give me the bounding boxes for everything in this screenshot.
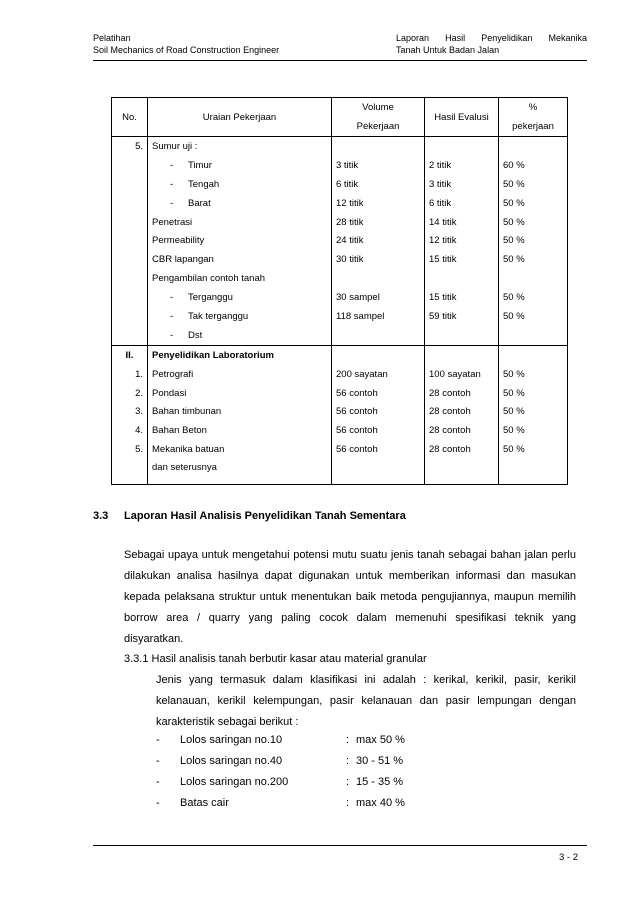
criteria-label: Batas cair [180,797,229,809]
cell-persen [499,459,568,485]
cell-uraian [148,345,332,364]
criteria-colon: : [346,797,350,809]
uraian-text: Terganggu [188,292,233,304]
col-header-volume [332,98,425,137]
table-row [112,250,568,269]
table-row [112,175,568,194]
cell-no [112,288,148,307]
header-course-label: Pelatihan [93,33,131,43]
footer-divider [93,845,587,846]
cell-persen: 50 % [499,231,568,250]
cell-volume: 56 contoh [332,402,425,421]
cell-hasil: 59 titik [425,307,499,326]
col-header-no: No. [112,98,148,137]
table-row [112,213,568,232]
cell-volume: 56 contoh [332,384,425,403]
cell-volume [332,345,425,364]
cell-no: 5. [112,440,148,459]
cell-persen: 50 % [499,440,568,459]
cell-hasil [425,269,499,288]
cell-uraian [148,194,332,213]
cell-no: 3. [112,402,148,421]
section-paragraph [124,545,576,650]
section-number: 3.3 [93,510,109,522]
cell-hasil: 14 titik [425,213,499,232]
cell-persen [499,326,568,345]
cell-uraian [148,307,332,326]
uraian-text: Mekanika batuan [152,444,225,456]
cell-no: 5. [112,137,148,156]
header-report-title-line2: Tanah Untuk Badan Jalan [396,45,500,55]
cell-persen: 50 % [499,213,568,232]
cell-hasil: 3 titik [425,175,499,194]
uraian-text: Tengah [188,178,220,190]
cell-persen: 50 % [499,250,568,269]
cell-no [112,213,148,232]
criteria-label: Lolos saringan no.200 [180,776,289,788]
cell-volume: 56 contoh [332,440,425,459]
work-progress-table [111,97,568,485]
uraian-text: Sumur uji : [152,140,198,152]
criteria-item [156,797,405,818]
criteria-colon: : [346,776,350,788]
col-header-persen-line1: % [528,102,538,113]
header-report-title-line1 [396,32,587,44]
criteria-value: 30 - 51 % [356,755,404,767]
uraian-text: Dst [188,329,203,341]
table-row [112,137,568,156]
uraian-text: Bahan Beton [152,425,207,437]
table-row [112,345,568,364]
uraian-text: Penetrasi [152,216,193,228]
cell-persen: 50 % [499,384,568,403]
criteria-dash: - [156,776,160,788]
uraian-text: Pondasi [152,387,187,399]
cell-persen: 50 % [499,175,568,194]
cell-hasil: 15 titik [425,250,499,269]
criteria-dash: - [156,755,160,767]
dash-marker: - [170,197,174,209]
cell-persen: 50 % [499,365,568,384]
table-row [112,384,568,403]
cell-persen: 50 % [499,307,568,326]
uraian-text: Bahan timbunan [152,406,222,418]
cell-uraian [148,250,332,269]
cell-uraian [148,402,332,421]
criteria-dash: - [156,734,160,746]
criteria-item [156,734,405,755]
cell-no [112,231,148,250]
cell-hasil: 28 contoh [425,440,499,459]
dash-marker: - [170,292,174,304]
subsection-heading: 3.3.1 Hasil analisis tanah berbutir kasar atau material granular [124,653,427,665]
section-title: Laporan Hasil Analisis Penyelidikan Tanah Sementara [124,510,406,522]
cell-no [112,156,148,175]
uraian-text: Penyelidikan Laboratorium [152,349,274,361]
uraian-text: Timur [188,159,212,171]
uraian-text: Tak terganggu [188,310,249,322]
cell-volume: 30 sampel [332,288,425,307]
cell-uraian [148,213,332,232]
cell-hasil [425,137,499,156]
cell-hasil: 6 titik [425,194,499,213]
cell-persen [499,269,568,288]
paragraph-text: Sebagai upaya untuk mengetahui potensi mutu suatu jenis tanah sebagai bahan jalan perlu dilakukan analisa hasilnya dapat digunakan untuk memberikan informasi dan masukan kepada pelaksana struktur untuk menentukan baik metoda pengujiannya, maupun memilih borrow area / quarry yang paling cocok dalam memenuhi spesifikasi teknik yang disyaratkan. [124,549,576,645]
header-word: Hasil [445,33,466,43]
criteria-list [156,734,405,818]
criteria-label: Lolos saringan no.40 [180,755,283,767]
cell-uraian [148,384,332,403]
cell-no [112,326,148,345]
cell-volume [332,459,425,485]
cell-hasil: 28 contoh [425,402,499,421]
table-header-row [112,98,568,137]
cell-uraian [148,137,332,156]
cell-hasil: 12 titik [425,231,499,250]
cell-persen: 50 % [499,288,568,307]
table-row [112,231,568,250]
cell-volume: 3 titik [332,156,425,175]
header-word: Laporan [396,33,430,43]
table-row [112,307,568,326]
cell-no: 2. [112,384,148,403]
criteria-item [156,776,405,797]
table-row [112,288,568,307]
table-row [112,365,568,384]
header-course-title: Soil Mechanics of Road Construction Engineer [93,45,280,55]
cell-hasil: 28 contoh [425,384,499,403]
criteria-dash: - [156,797,160,809]
cell-uraian [148,288,332,307]
cell-no [112,175,148,194]
cell-uraian [148,459,332,485]
table-row [112,421,568,440]
col-header-persen [499,98,568,137]
cell-hasil [425,326,499,345]
dash-marker: - [170,310,174,322]
cell-uraian [148,231,332,250]
cell-persen: 60 % [499,156,568,175]
cell-uraian [148,175,332,194]
cell-hasil [425,459,499,485]
cell-hasil: 2 titik [425,156,499,175]
cell-hasil: 28 contoh [425,421,499,440]
cell-persen: 50 % [499,402,568,421]
cell-volume [332,326,425,345]
uraian-text: Petrografi [152,368,194,380]
col-header-volume-line1: Volume [362,102,394,113]
uraian-text: Barat [188,197,211,209]
table-body [112,137,568,485]
cell-volume: 118 sampel [332,307,425,326]
cell-volume: 200 sayatan [332,365,425,384]
dash-marker: - [170,329,174,341]
table-row [112,194,568,213]
cell-no [112,459,148,485]
cell-persen [499,137,568,156]
table-row [112,156,568,175]
table-row [112,269,568,288]
criteria-item [156,755,405,776]
header-word: Penyelidikan [481,33,533,43]
section-heading [93,510,406,522]
cell-persen [499,345,568,364]
col-header-volume-line2: Pekerjaan [356,121,400,132]
page-number: 3 - 2 [559,852,579,863]
cell-no [112,307,148,326]
uraian-text: Permeability [152,235,205,247]
table-row [112,326,568,345]
cell-uraian [148,156,332,175]
table-row [112,440,568,459]
col-header-persen-line2: pekerjaan [512,121,554,132]
header-right [396,32,587,56]
cell-uraian [148,365,332,384]
cell-uraian [148,326,332,345]
col-header-uraian: Uraian Pekerjaan [148,98,332,137]
cell-no: II. [112,345,148,364]
cell-volume: 28 titik [332,213,425,232]
cell-no [112,194,148,213]
criteria-value: max 40 % [356,797,405,809]
cell-persen: 50 % [499,421,568,440]
col-header-hasil: Hasil Evalusi [425,98,499,137]
cell-volume [332,269,425,288]
cell-volume: 56 contoh [332,421,425,440]
uraian-text: CBR lapangan [152,254,214,266]
dash-marker: - [170,159,174,171]
cell-volume: 24 titik [332,231,425,250]
cell-no [112,269,148,288]
cell-hasil [425,345,499,364]
cell-hasil: 15 titik [425,288,499,307]
cell-no: 4. [112,421,148,440]
header-word: Mekanika [548,33,587,43]
criteria-value: 15 - 35 % [356,776,404,788]
cell-hasil: 100 sayatan [425,365,499,384]
cell-volume: 6 titik [332,175,425,194]
header-divider [93,60,587,61]
table-row [112,402,568,421]
cell-volume [332,137,425,156]
criteria-value: max 50 % [356,734,405,746]
subsection-paragraph: Jenis yang termasuk dalam klasifikasi ini adalah : kerikal, kerikil, pasir, kerikil kelanauan, kerikil kelempungan, pasir kelanauan dan pasir lempungan dengan karakteristik sebagai berikut : [156,674,576,728]
uraian-text: dan seterusnya [152,462,217,474]
cell-no [112,250,148,269]
cell-uraian [148,421,332,440]
uraian-text: Pengambilan contoh tanah [152,273,266,285]
criteria-colon: : [346,734,350,746]
cell-uraian [148,269,332,288]
header-left [93,32,279,56]
criteria-label: Lolos saringan no.10 [180,734,283,746]
cell-persen: 50 % [499,194,568,213]
cell-no: 1. [112,365,148,384]
cell-uraian [148,440,332,459]
cell-volume: 12 titik [332,194,425,213]
cell-volume: 30 titik [332,250,425,269]
criteria-colon: : [346,755,350,767]
dash-marker: - [170,178,174,190]
table-row [112,459,568,485]
